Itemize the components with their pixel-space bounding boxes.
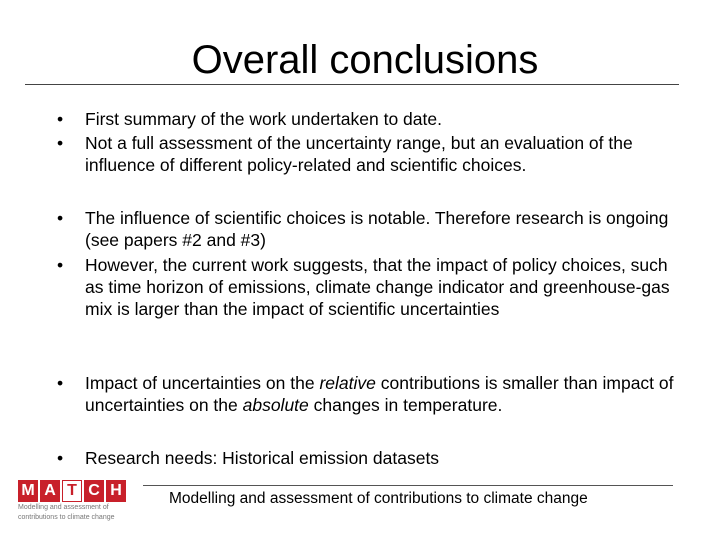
bullet-marker: • — [57, 255, 64, 275]
bullet-5 — [57, 372, 687, 416]
bullet-marker: • — [57, 373, 64, 393]
footer-text: Modelling and assessment of contributions to climate change — [169, 490, 588, 507]
bullet-text: Not a full assessment of the uncertainty range, but an evaluation of the influence of different policy-related and scientific choices. — [85, 133, 633, 175]
bullet-6 — [57, 447, 687, 469]
emphasis-relative: relative — [319, 373, 376, 393]
bullet-text-part: contributions is smaller than impact of uncertainties on the — [85, 373, 674, 415]
logo-letter: A — [40, 480, 60, 502]
logo-letter: M — [18, 480, 38, 502]
bullet-text: However, the current work suggests, that the impact of policy choices, such as time horizon of emissions, climate change indicator and greenhouse-gas mix is larger than the impact of scientific uncertainties — [85, 255, 670, 319]
bullet-marker: • — [57, 133, 64, 153]
bullet-marker: • — [57, 208, 64, 228]
bullet-text-part: Impact of uncertainties on the — [85, 373, 320, 393]
bullet-text-part: changes in temperature. — [308, 395, 503, 415]
bullet-2 — [57, 132, 687, 176]
bullet-text: Research needs: Historical emission datasets — [85, 448, 440, 468]
bullet-4 — [57, 254, 687, 320]
bullet-marker: • — [57, 448, 64, 468]
title-divider — [25, 84, 679, 85]
page-title: Overall conclusions — [191, 38, 539, 82]
bullet-text — [57, 372, 687, 416]
logo-subtitle-1: Modelling and assessment of — [18, 504, 109, 511]
logo-letter: T — [62, 480, 82, 502]
emphasis-absolute: absolute — [242, 395, 309, 415]
logo-letter: H — [106, 480, 126, 502]
bullet-1 — [57, 108, 687, 130]
footer-divider — [143, 485, 673, 486]
bullet-3 — [57, 207, 687, 251]
bullet-text: The influence of scientific choices is notable. Therefore research is ongoing (see papers #2 and #3) — [85, 208, 669, 250]
match-logo — [18, 480, 128, 524]
logo-letter: C — [84, 480, 104, 502]
bullet-text: First summary of the work undertaken to date. — [85, 109, 442, 129]
logo-subtitle-2: contributions to climate change — [18, 514, 115, 521]
bullet-marker: • — [57, 109, 64, 129]
